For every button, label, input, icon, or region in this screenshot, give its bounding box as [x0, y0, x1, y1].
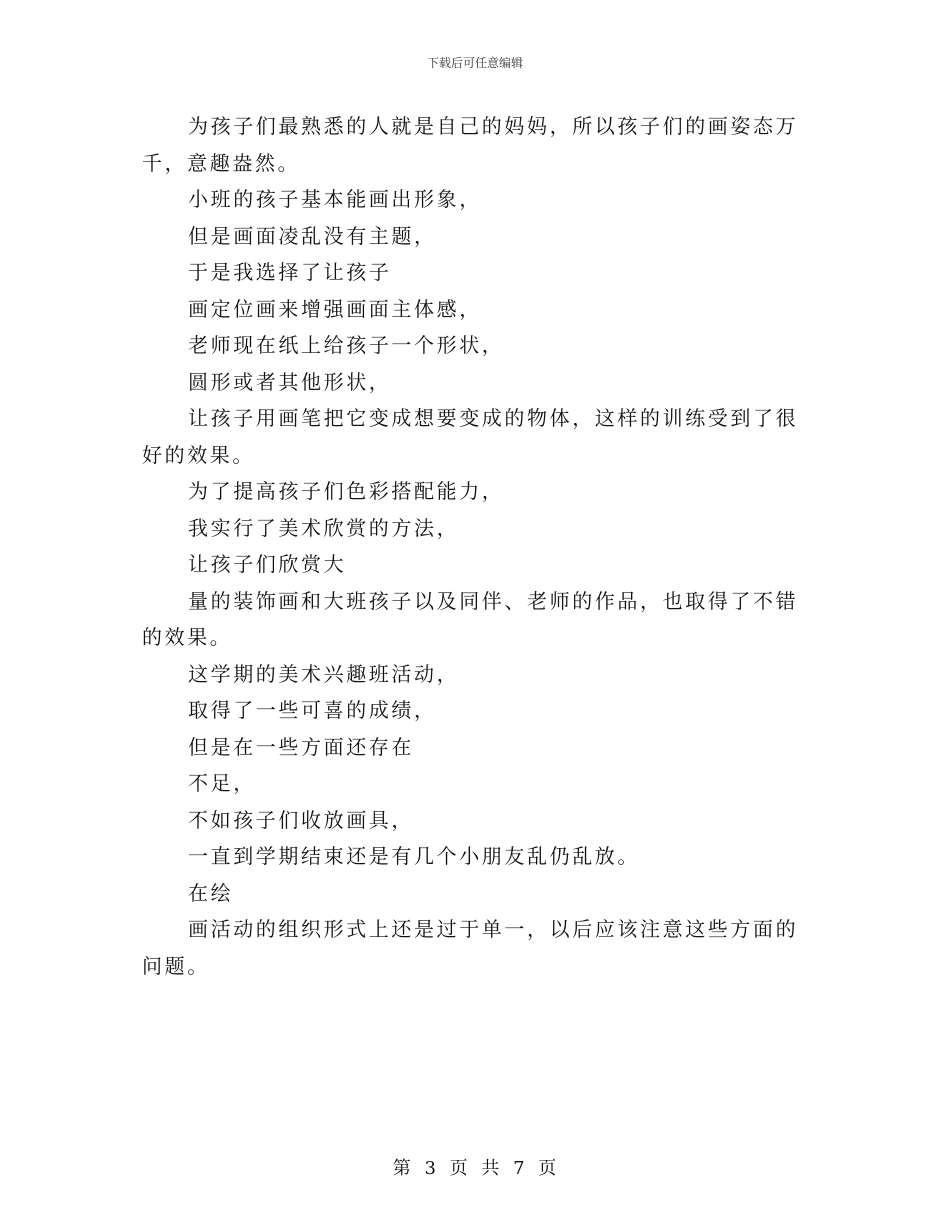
paragraph: 但是画面凌乱没有主题，: [188, 223, 437, 248]
paragraph: 为了提高孩子们色彩搭配能力，: [188, 479, 505, 503]
paragraph: 一直到学期结束还是有几个小朋友乱仍乱放。: [188, 844, 640, 868]
paragraph: 小班的孩子基本能画出形象，: [188, 187, 482, 211]
page-number: 第 3 页 共 7 页: [392, 1158, 558, 1179]
paragraph: 但是在一些方面还存在: [188, 734, 414, 759]
paragraph: 为孩子们最熟悉的人就是自己的妈妈，所以孩子们的画姿态万千，意趣盎然。: [142, 114, 799, 175]
paragraph: 圆形或者其他形状，: [188, 369, 392, 394]
paragraph: 让孩子用画笔把它变成想要变成的物体，这样的训练受到了很好的效果。: [142, 406, 799, 467]
paragraph: 量的装饰画和大班孩子以及同伴、老师的作品，也取得了不错的效果。: [142, 588, 799, 649]
paragraph: 让孩子们欣赏大: [188, 552, 347, 576]
paragraph: 这学期的美术兴趣班活动，: [188, 661, 460, 686]
paragraph: 画活动的组织形式上还是过于单一，以后应该注意这些方面的问题。: [142, 917, 799, 978]
paragraph: 在绘: [188, 880, 234, 905]
paragraph: 我实行了美术欣赏的方法，: [188, 515, 460, 540]
paragraph: 画定位画来增强画面主体感，: [188, 296, 482, 321]
paragraph: 取得了一些可喜的成绩，: [188, 698, 437, 722]
page-header: 下载后可任意编辑: [426, 56, 523, 70]
paragraph: 不如孩子们收放画具，: [188, 807, 414, 832]
paragraph: 老师现在纸上给孩子一个形状，: [188, 333, 505, 357]
paragraph: 于是我选择了让孩子: [188, 260, 392, 284]
paragraph: 不足，: [188, 771, 256, 795]
document-body: [142, 108, 806, 984]
